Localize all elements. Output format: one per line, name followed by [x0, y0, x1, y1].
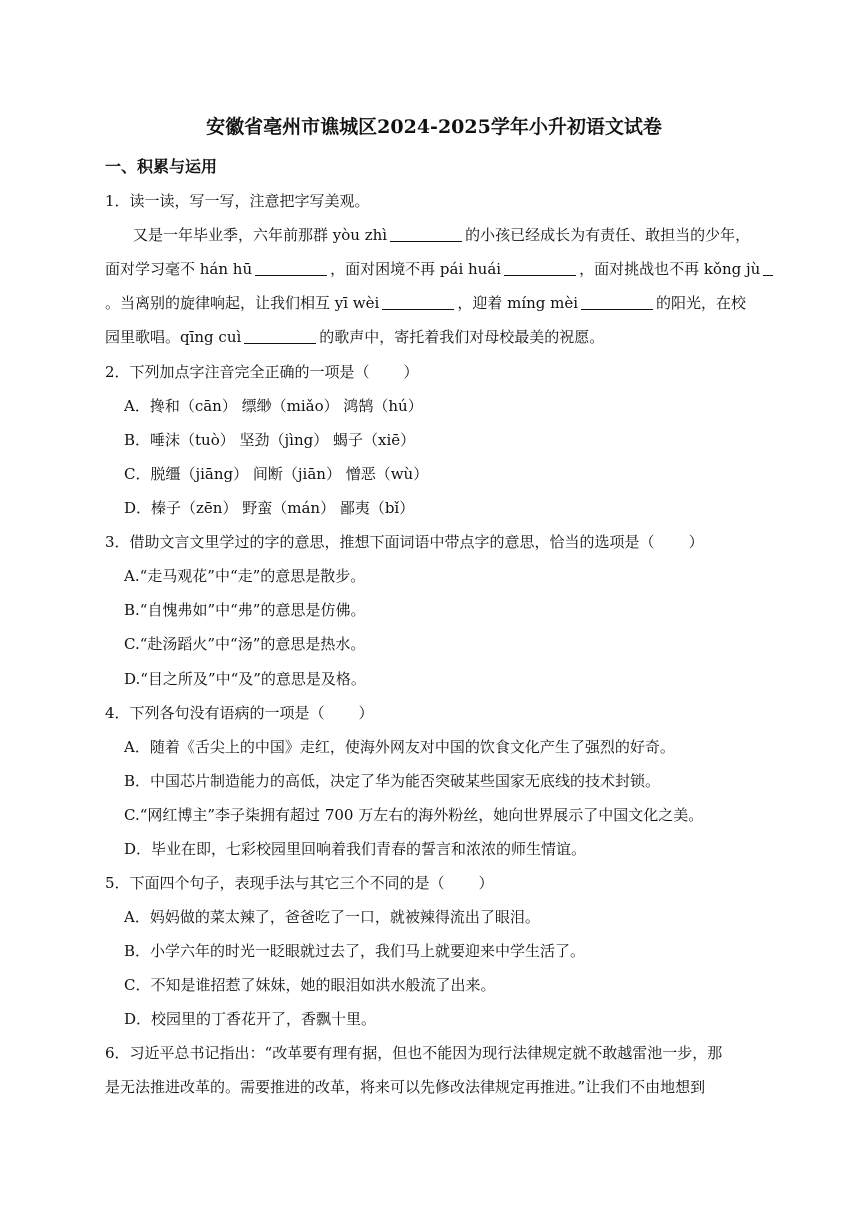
- question-5-option-b[interactable]: B．小学六年的时光一眨眼就过去了，我们马上就要迎来中学生活了。: [124, 942, 586, 960]
- question-2-option-b[interactable]: B．唾沫（tuò） 坚劲（jìng） 蝎子（xiē）: [124, 431, 416, 449]
- answer-blank[interactable]: [504, 260, 576, 276]
- question-2-option-d[interactable]: D．榛子（zēn） 野蛮（mán） 鄙夷（bǐ）: [124, 499, 415, 517]
- question-5-option-d[interactable]: D．校园里的丁香花开了，香飘十里。: [124, 1010, 377, 1028]
- answer-blank[interactable]: [244, 328, 316, 344]
- question-5-stem: 5．下面四个句子，表现手法与其它三个不同的是（ ）: [105, 874, 494, 892]
- exam-title: 安徽省亳州市谯城区2024-2025学年小升初语文试卷: [206, 116, 662, 138]
- answer-blank[interactable]: [382, 294, 454, 310]
- question-4-option-d[interactable]: D．毕业在即，七彩校园里回响着我们青春的誓言和浓浓的师生情谊。: [124, 840, 587, 858]
- question-1-line-3: 。当离别的旋律响起，让我们相互 yī wèi ，迎着 míng mèi 的阳光，在校: [105, 294, 747, 312]
- answer-blank[interactable]: [581, 294, 653, 310]
- answer-blank[interactable]: [763, 260, 773, 276]
- question-4-stem: 4．下列各句没有语病的一项是（ ）: [105, 704, 374, 722]
- answer-blank[interactable]: [390, 226, 462, 242]
- question-1-stem: 1．读一读，写一写，注意把字写美观。: [105, 192, 370, 210]
- question-5-option-a[interactable]: A．妈妈做的菜太辣了，爸爸吃了一口，就被辣得流出了眼泪。: [124, 908, 540, 926]
- question-2-stem: 2．下列加点字注音完全正确的一项是（ ）: [105, 363, 419, 381]
- question-4-option-b[interactable]: B．中国芯片制造能力的高低，决定了华为能否突破某些国家无底线的技术封锁。: [124, 772, 661, 790]
- question-3-option-a[interactable]: A.“走马观花”中“走”的意思是散步。: [124, 567, 366, 585]
- question-1-line-2: 面对学习毫不 hán hū ，面对困境不再 pái huái ，面对挑战也不再 kǒng jù: [105, 257, 776, 281]
- question-3-stem: 3．借助文言文里学过的字的意思，推想下面词语中带点字的意思，恰当的选项是（ ）: [105, 533, 704, 551]
- section-heading: 一、积累与运用: [105, 157, 218, 176]
- question-3-option-b[interactable]: B.“自愧弗如”中“弗”的意思是仿佛。: [124, 601, 366, 619]
- answer-blank[interactable]: [255, 260, 327, 276]
- question-4-option-c[interactable]: C.“网红博主”李子柒拥有超过 700 万左右的海外粉丝，她向世界展示了中国文化之美。: [124, 806, 704, 824]
- question-3-option-c[interactable]: C.“赴汤蹈火”中“汤”的意思是热水。: [124, 635, 366, 653]
- question-5-option-c[interactable]: C．不知是谁招惹了妹妹，她的眼泪如洪水般流了出来。: [124, 976, 496, 994]
- question-3-option-d[interactable]: D.“目之所及”中“及”的意思是及格。: [124, 670, 366, 688]
- question-2-option-a[interactable]: A．搀和（cān） 缥缈（miǎo） 鸿鹄（hú）: [124, 397, 423, 415]
- question-1-line-1: 又是一年毕业季，六年前那群 yòu zhì 的小孩已经成长为有责任、敢担当的少年，: [133, 226, 751, 244]
- question-6-line-2: 是无法推进改革的。需要推进的改革，将来可以先修改法律规定再推进。”让我们不由地想到: [105, 1078, 706, 1096]
- question-2-option-c[interactable]: C．脱缰（jiāng） 间断（jiān） 憎恶（wù）: [124, 465, 429, 483]
- question-1-line-4: 园里歌唱。qīng cuì 的歌声中，寄托着我们对母校最美的祝愿。: [105, 328, 605, 346]
- question-4-option-a[interactable]: A．随着《舌尖上的中国》走红，使海外网友对中国的饮食文化产生了强烈的好奇。: [124, 738, 675, 756]
- question-6-line-1: 6．习近平总书记指出：“改革要有理有据，但也不能因为现行法律规定就不敢越雷池一步，那: [105, 1044, 723, 1062]
